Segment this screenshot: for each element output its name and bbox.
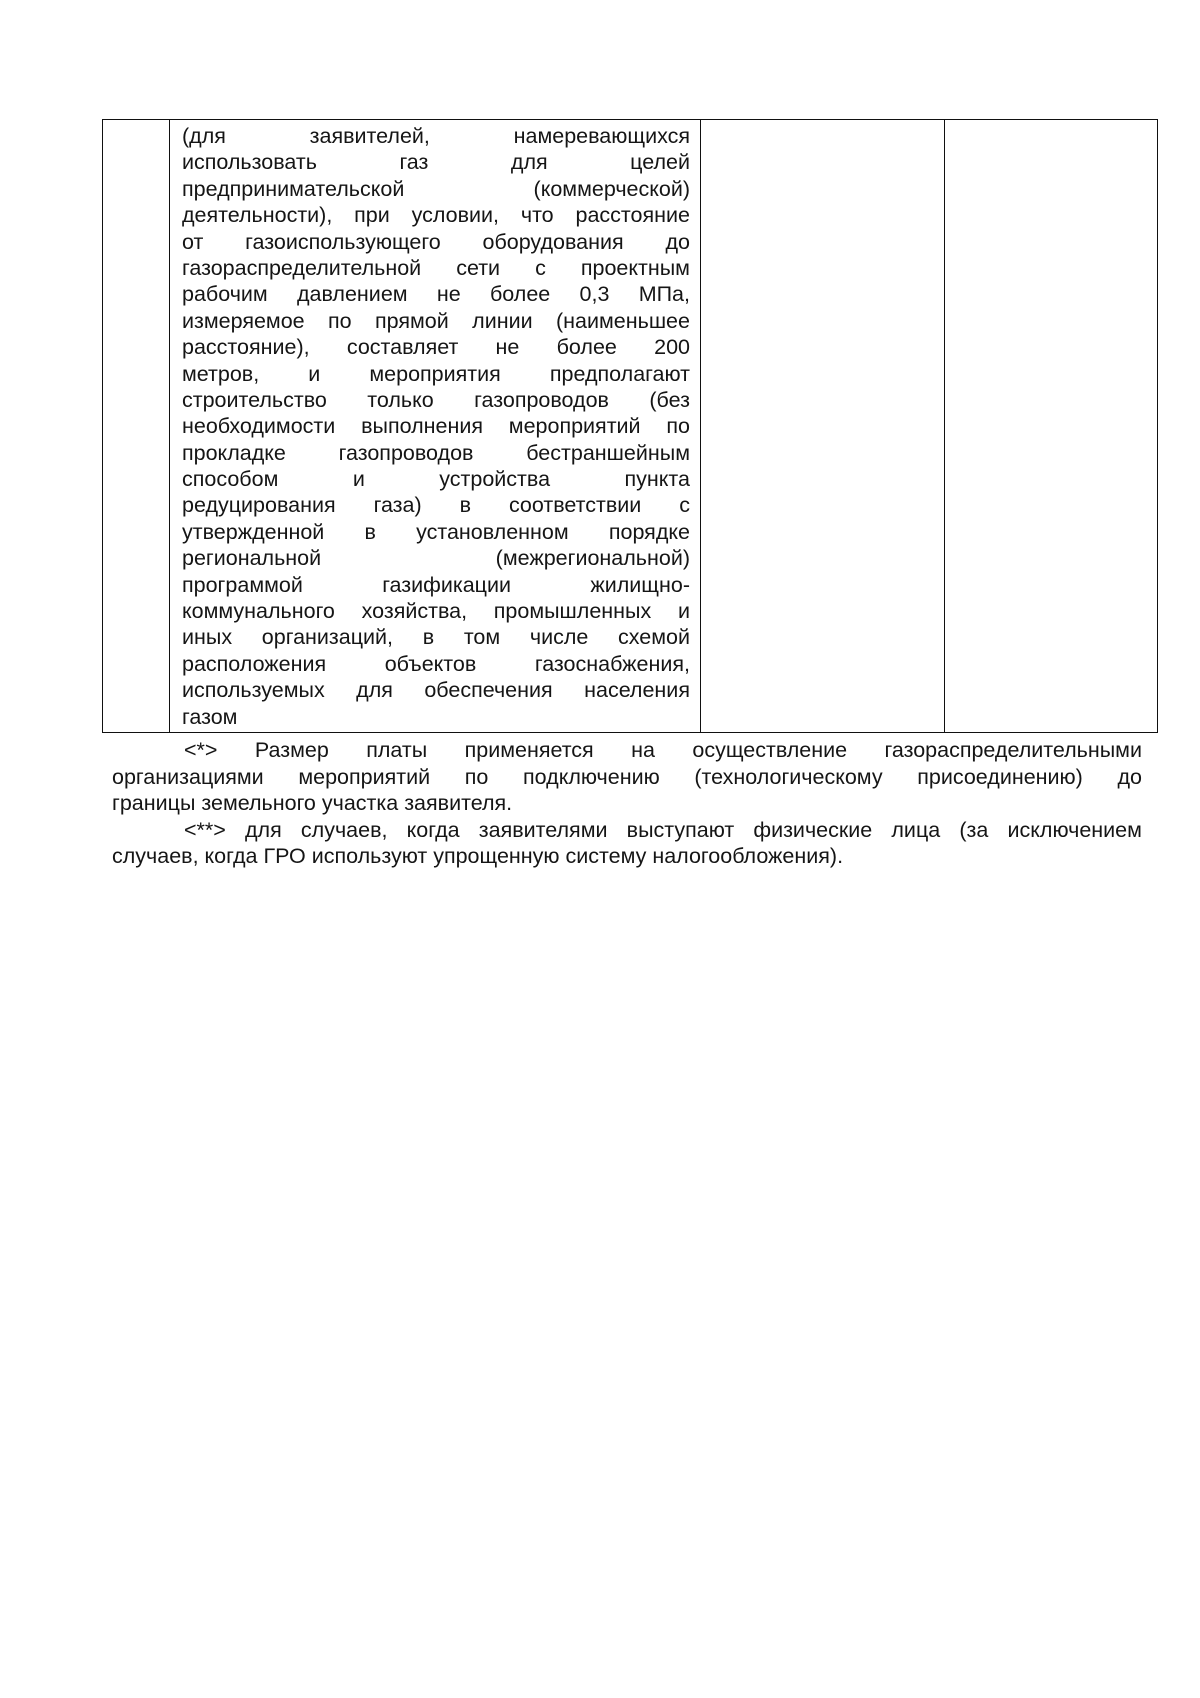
word: присоединению) xyxy=(917,764,1083,789)
word: бестраншейным xyxy=(526,440,690,465)
description-line xyxy=(182,624,690,650)
word: использовать xyxy=(182,150,317,175)
word: систему xyxy=(565,844,653,868)
footnote xyxy=(112,817,1142,870)
word: давлением xyxy=(297,282,408,307)
word: газа) xyxy=(373,493,422,518)
word: установленном xyxy=(416,519,569,544)
description-line xyxy=(182,281,690,307)
word: коммунального xyxy=(182,599,335,624)
word: что xyxy=(520,203,554,228)
word: метров, xyxy=(182,361,260,386)
word: прямой xyxy=(375,308,449,333)
word: газораспределительной xyxy=(182,255,422,280)
word: деятельности), xyxy=(182,203,333,228)
description-cell xyxy=(170,120,701,733)
word: используемых xyxy=(182,678,325,703)
description-line xyxy=(182,466,690,492)
word: организациями xyxy=(112,764,264,789)
word: числе xyxy=(529,625,589,650)
description-line xyxy=(182,704,690,730)
description-line xyxy=(182,255,690,281)
description-text xyxy=(182,123,690,732)
word: оборудования xyxy=(482,229,624,254)
word: предпринимательской xyxy=(182,176,405,201)
description-line xyxy=(182,651,690,677)
word: не xyxy=(436,282,461,307)
word: иных xyxy=(182,625,233,650)
word: газификации xyxy=(382,572,512,597)
word: заявителями xyxy=(478,817,608,842)
word: схемой xyxy=(618,625,690,650)
word: мероприятий xyxy=(508,414,641,439)
description-line xyxy=(182,440,690,466)
description-line xyxy=(182,572,690,598)
description-line xyxy=(182,308,690,334)
word: с xyxy=(679,493,690,518)
word: участка xyxy=(321,791,405,815)
description-line xyxy=(182,361,690,387)
word: целей xyxy=(630,150,690,175)
word: газ xyxy=(399,150,429,175)
word: газопроводов xyxy=(474,387,609,412)
word: осуществление xyxy=(692,738,848,762)
word: заявителя. xyxy=(404,791,513,815)
word: более xyxy=(556,335,617,360)
word: (наименьшее xyxy=(556,308,690,333)
word: 0,3 xyxy=(579,282,610,307)
word: лица xyxy=(891,817,941,842)
word: устройства xyxy=(439,467,551,492)
word: редуцирования xyxy=(182,493,336,518)
footnote-line xyxy=(112,764,1142,791)
word: в xyxy=(459,493,471,518)
word: заявителей, xyxy=(309,124,430,148)
word: случаев, xyxy=(300,817,388,842)
word: платы xyxy=(366,738,428,762)
word: газоиспользующего xyxy=(245,229,441,254)
word: и xyxy=(308,361,321,386)
word: программой xyxy=(182,572,303,597)
word: рабочим xyxy=(182,282,268,307)
word: (за xyxy=(959,817,989,842)
word: прокладке xyxy=(182,440,286,465)
word: от xyxy=(182,229,204,254)
word: намеревающихся xyxy=(513,124,690,148)
word: Размер xyxy=(254,738,329,762)
word: границы xyxy=(112,791,202,815)
word: ГРО xyxy=(263,844,312,868)
word: пункта xyxy=(624,467,690,492)
description-line xyxy=(182,123,690,149)
word: (коммерческой) xyxy=(533,176,690,201)
word: (без xyxy=(649,387,690,412)
word: строительство xyxy=(182,387,327,412)
value-cell-2 xyxy=(945,120,1158,733)
word: хозяйства, xyxy=(361,599,468,624)
word: газоснабжения, xyxy=(534,651,690,676)
word: по xyxy=(328,308,352,333)
word: обеспечения xyxy=(424,678,553,703)
description-line xyxy=(182,202,690,228)
footnotes xyxy=(112,737,1142,870)
row-number-cell xyxy=(103,120,170,733)
word: составляет xyxy=(346,335,459,360)
word: сети xyxy=(456,255,501,280)
word: расстояние xyxy=(575,203,690,228)
table-row xyxy=(103,120,1158,733)
word: выполнения xyxy=(361,414,483,439)
word: утвержденной xyxy=(182,519,325,544)
word: в xyxy=(364,519,376,544)
word: для xyxy=(356,678,393,703)
word: исключением xyxy=(1007,817,1142,842)
word: когда xyxy=(204,844,264,868)
word: и xyxy=(352,467,365,492)
word: до xyxy=(665,229,690,254)
word: соответствии xyxy=(508,493,642,518)
word: мероприятия xyxy=(369,361,501,386)
footnote-line xyxy=(112,843,1142,870)
word: измеряемое xyxy=(182,308,305,333)
word: жилищно- xyxy=(590,572,690,597)
word: подключению xyxy=(523,764,660,789)
word: газораспределительными xyxy=(884,738,1142,762)
word: физические xyxy=(753,817,873,842)
word: когда xyxy=(406,817,460,842)
word: способом xyxy=(182,467,279,492)
word: (межрегиональной) xyxy=(495,546,690,571)
word: с xyxy=(535,255,546,280)
word: организаций, xyxy=(261,625,394,650)
word: по xyxy=(464,764,489,789)
word: населения xyxy=(584,678,690,703)
word: расстояние), xyxy=(182,335,310,360)
word: до xyxy=(1117,764,1142,789)
word: по xyxy=(666,414,690,439)
word: региональной xyxy=(182,546,322,571)
word: (технологическому xyxy=(694,764,883,789)
word: проектным xyxy=(580,255,690,280)
word: том xyxy=(463,625,501,650)
word: условии, xyxy=(411,203,500,228)
description-line xyxy=(182,677,690,703)
word: применяется xyxy=(464,738,594,762)
description-line xyxy=(182,598,690,624)
word: объектов xyxy=(384,651,477,676)
description-line xyxy=(182,413,690,439)
description-line xyxy=(182,387,690,413)
word: промышленных xyxy=(493,599,652,624)
word: газопроводов xyxy=(338,440,474,465)
word: линии xyxy=(472,308,533,333)
word: не xyxy=(495,335,520,360)
tariff-table xyxy=(102,119,1158,733)
footnote xyxy=(112,737,1142,817)
word: 200 xyxy=(654,335,690,360)
word: только xyxy=(367,387,434,412)
word: выступают xyxy=(626,817,735,842)
word: предполагают xyxy=(549,361,690,386)
word: используют xyxy=(311,844,434,868)
description-line xyxy=(182,176,690,202)
word: земельного xyxy=(201,791,322,815)
word: случаев, xyxy=(112,844,205,868)
word: налогообложения). xyxy=(652,844,844,868)
description-line xyxy=(182,492,690,518)
word: <*> xyxy=(184,738,218,762)
word: при xyxy=(354,203,390,228)
word: в xyxy=(422,625,435,650)
word: на xyxy=(631,738,655,762)
footnote-line xyxy=(112,737,1142,764)
word: упрощенную xyxy=(433,844,566,868)
word: для xyxy=(510,150,548,175)
word: для xyxy=(245,817,282,842)
word: более xyxy=(489,282,551,307)
value-cell-1 xyxy=(701,120,945,733)
word: (для xyxy=(182,124,226,148)
word: МПа, xyxy=(638,282,690,307)
word: <**> xyxy=(184,817,226,842)
word: расположения xyxy=(182,651,327,676)
description-line xyxy=(182,519,690,545)
description-line xyxy=(182,149,690,175)
footnote-line xyxy=(112,790,1142,817)
description-line xyxy=(182,545,690,571)
word: порядке xyxy=(608,519,690,544)
word: и xyxy=(677,599,690,624)
description-line xyxy=(182,229,690,255)
word: мероприятий xyxy=(298,764,431,789)
footnote-line xyxy=(112,817,1142,844)
word: газом xyxy=(182,704,238,729)
word: необходимости xyxy=(182,414,336,439)
description-line xyxy=(182,334,690,360)
